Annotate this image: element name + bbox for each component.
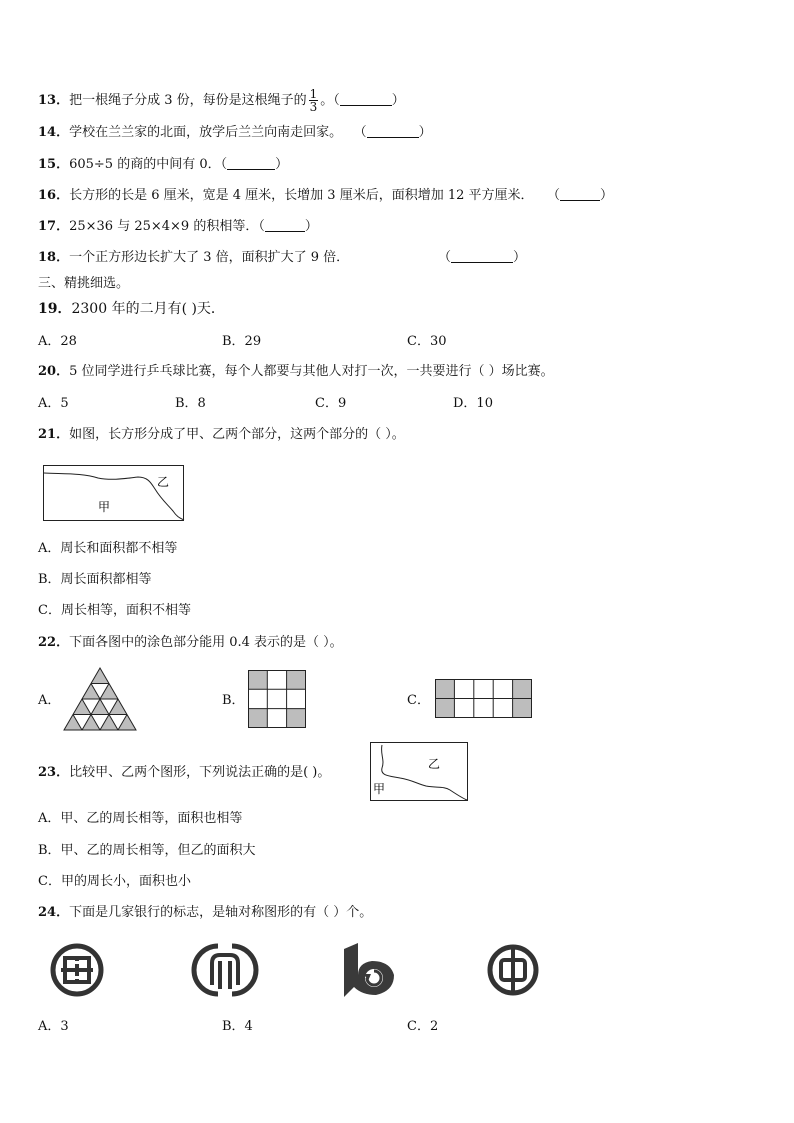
question-21: [38, 426, 405, 444]
question-number: 17．: [38, 219, 70, 234]
triangle-figure: [64, 668, 136, 730]
grid-2x5-figure: [435, 679, 532, 718]
question-text: 比较甲、乙两个图形，下列说法正确的是( )。: [69, 765, 331, 780]
option-b[interactable]: B．29: [222, 334, 262, 349]
question-number: 15．: [38, 157, 70, 172]
option-b[interactable]: B．: [222, 693, 245, 708]
label-yi: 乙: [157, 475, 170, 489]
option-c[interactable]: C．9: [315, 396, 347, 411]
bank-logo-3-icon: [340, 941, 398, 999]
question-number: 16．: [38, 188, 70, 203]
question-13: [38, 88, 405, 113]
question-23: [38, 764, 330, 782]
option-a[interactable]: A．3: [38, 1019, 69, 1034]
option-c[interactable]: C．周长相等，面积不相等: [38, 603, 191, 618]
option-d[interactable]: D．10: [453, 396, 493, 411]
answer-open: 。（: [320, 93, 340, 108]
bank-logo-2-icon: [198, 943, 252, 997]
question-number: 24．: [38, 905, 70, 920]
fraction-denominator: 3: [309, 100, 318, 114]
question-text: 2300 年的二月有( )天．: [71, 301, 225, 317]
option-c[interactable]: C．: [407, 693, 430, 708]
option-c[interactable]: C．30: [407, 334, 447, 349]
option-c[interactable]: C．2: [407, 1019, 439, 1034]
question-number: 20．: [38, 364, 70, 379]
question-text: 一个正方形边长扩大了 3 倍，面积扩大了 9 倍．: [69, 250, 350, 265]
answer-close: ）: [275, 157, 289, 172]
question-text: 把一根绳子分成 3 份，每份是这根绳子的: [69, 93, 307, 108]
label-yi: 乙: [428, 757, 441, 771]
rectangle-figure-21: [43, 465, 185, 521]
question-19: [38, 300, 225, 318]
answer-close: ）: [391, 93, 405, 108]
question-text: 5 位同学进行乒乓球比赛，每个人都要与其他人对打一次，一共要进行（ ）场比赛。: [69, 364, 554, 379]
question-24: [38, 904, 372, 922]
question-22: [38, 634, 343, 652]
fraction: [309, 88, 319, 113]
bank-logo-1-icon: [50, 943, 104, 997]
answer-open: （: [438, 250, 452, 265]
question-number: 23．: [38, 765, 70, 780]
rectangle-figure-23: [370, 742, 468, 801]
answer-open: （: [258, 219, 265, 234]
label-jia: 甲: [373, 782, 386, 796]
answer-blank[interactable]: [367, 125, 419, 138]
question-14: [38, 124, 432, 142]
question-15: [38, 156, 288, 174]
question-text: 学校在兰兰家的北面，放学后兰兰向南走回家。: [69, 125, 343, 140]
answer-blank[interactable]: [451, 250, 513, 263]
option-a[interactable]: A．: [38, 693, 61, 708]
answer-blank[interactable]: [227, 157, 275, 170]
section-title: 三、精挑细选。: [38, 276, 130, 291]
answer-blank[interactable]: [265, 219, 305, 232]
question-text: 605÷5 的商的中间有 0．: [69, 157, 221, 172]
grid-3x3-figure: [248, 670, 306, 728]
option-b[interactable]: B．周长面积都相等: [38, 572, 152, 587]
option-a[interactable]: A．甲、乙的周长相等，面积也相等: [38, 811, 243, 826]
question-text: 如图，长方形分成了甲、乙两个部分，这两个部分的（ ）。: [69, 427, 405, 442]
option-c[interactable]: C．甲的周长小，面积也小: [38, 874, 191, 889]
question-number: 22．: [38, 635, 70, 650]
question-16: [38, 187, 613, 205]
option-b[interactable]: B．4: [222, 1019, 253, 1034]
answer-close: ）: [600, 188, 614, 203]
question-number: 19．: [38, 301, 72, 317]
question-text: 下面是几家银行的标志，是轴对称图形的有（ ）个。: [69, 905, 373, 920]
answer-close: ）: [418, 125, 432, 140]
answer-open: （: [220, 157, 228, 172]
answer-open: （: [553, 188, 561, 203]
fraction-numerator: 1: [309, 87, 318, 101]
question-number: 21．: [38, 427, 70, 442]
question-17: [38, 218, 318, 236]
answer-blank[interactable]: [560, 188, 600, 201]
question-number: 13．: [38, 93, 70, 108]
question-number: 14．: [38, 125, 70, 140]
question-text: 长方形的长是 6 厘米，宽是 4 厘米，长增加 3 厘米后，面积增加 12 平方厘米．: [69, 188, 534, 203]
answer-close: ）: [304, 219, 318, 234]
question-18-answer: [438, 249, 526, 267]
label-jia: 甲: [98, 500, 111, 514]
answer-blank[interactable]: [340, 93, 392, 106]
option-b[interactable]: B．甲、乙的周长相等，但乙的面积大: [38, 843, 256, 858]
bank-logo-4-icon: [486, 943, 540, 997]
option-a[interactable]: A．28: [38, 334, 77, 349]
answer-close: ）: [513, 250, 527, 265]
question-20: [38, 363, 554, 381]
option-b[interactable]: B．8: [175, 396, 206, 411]
question-text: 下面各图中的涂色部分能用 0.4 表示的是（ ）。: [69, 635, 343, 650]
question-18: [38, 249, 349, 267]
option-a[interactable]: A．周长和面积都不相等: [38, 541, 178, 556]
question-number: 18．: [38, 250, 70, 265]
answer-open: （: [360, 125, 367, 140]
option-a[interactable]: A．5: [38, 396, 69, 411]
question-text: 25×36 与 25×4×9 的积相等．: [69, 219, 259, 234]
